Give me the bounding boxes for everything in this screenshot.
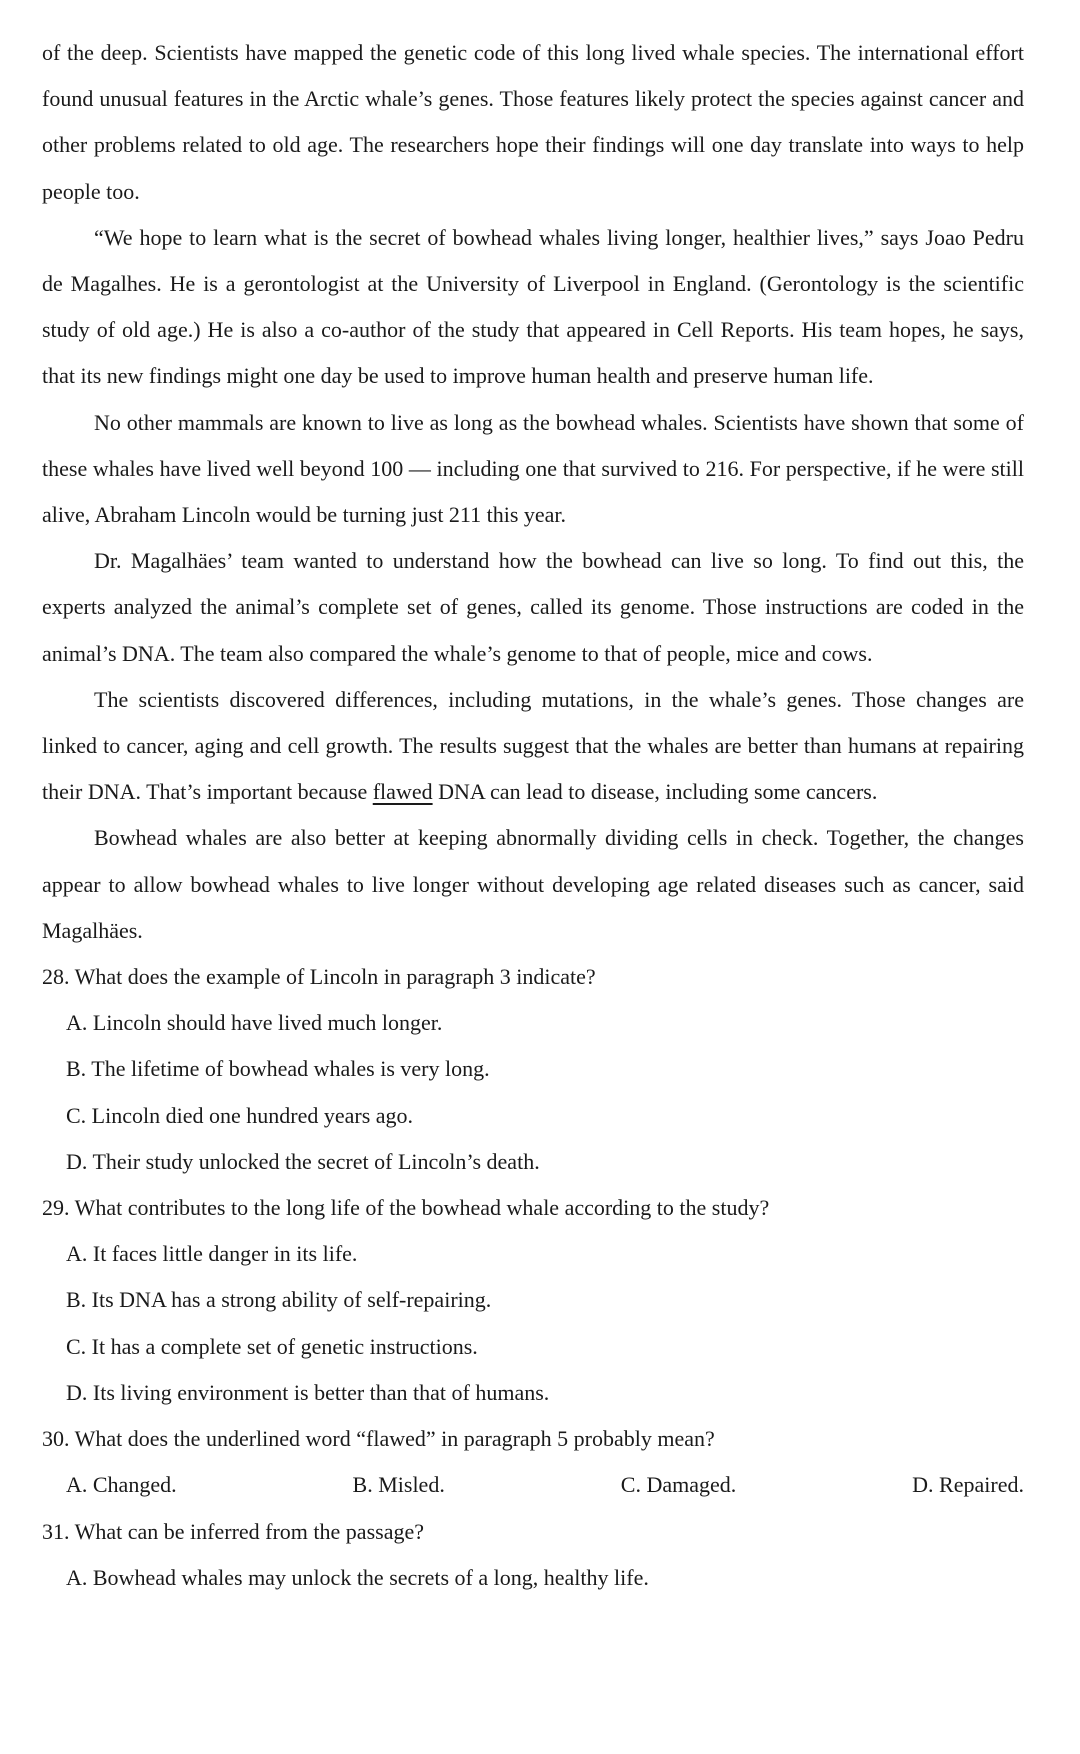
options-row [42,1462,1024,1508]
option-b: B. Its DNA has a strong ability of self-repairing. [66,1287,492,1313]
option-c: C. Lincoln died one hundred years ago. [66,1102,414,1128]
underlined-word-flawed: flawed [372,779,433,805]
passage-paragraph-5 [42,677,1024,816]
question-31 [42,1509,1024,1601]
question-stem: 28. What does the example of Lincoln in paragraph 3 indicate? [42,964,596,990]
passage-paragraph-3: No other mammals are known to live as long as the bowhead whales. Scientists have shown that some of these whales have lived well beyond 100 — including one that survived to 216. For perspective, if he were still alive, Abraham Lincoln would be turning just 211 this year. [42,409,1024,528]
option-d: D. Its living environment is better than that of humans. [66,1379,550,1405]
option-c: C. It has a complete set of genetic instructions. [66,1333,478,1359]
exam-page [42,30,1024,1601]
option-c: C. Damaged. [620,1472,737,1498]
option-d: D. Their study unlocked the secret of Lincoln’s death. [66,1148,540,1174]
option-b: B. The lifetime of bowhead whales is very long. [66,1056,490,1082]
question-30 [42,1416,1024,1508]
option-a: A. Changed. [66,1472,177,1498]
passage-paragraph-6: Bowhead whales are also better at keeping abnormally dividing cells in check. Together, the changes appear to allow bowhead whales to live longer without developing age related diseases such as cancer, said Magalhäes. [42,825,1024,943]
option-a: A. It faces little danger in its life. [66,1241,358,1267]
paragraph-5-text-before: The scientists discovered differences, including mutations, in the whale’s genes. Those changes are linked to cancer, aging and cell growth. The results suggest that the whales are better than humans at repairing their DNA. That’s important because [42,686,1024,805]
passage-paragraph-continued: of the deep. Scientists have mapped the genetic code of this long lived whale species. The international effort found unusual features in the Arctic whale’s genes. Those features likely protect the species against cancer and other problems related to old age. The researchers hope their findings will one day translate into ways to help people too. [42,40,1024,204]
option-b: B. Misled. [352,1472,445,1498]
passage-paragraph-4: Dr. Magalhäes’ team wanted to understand how the bowhead can live so long. To find out this, the experts analyzed the animal’s complete set of genes, called its genome. Those instructions are coded in the animal’s DNA. The team also compared the whale’s genome to that of people, mice and cows. [42,548,1024,666]
option-a: A. Lincoln should have lived much longer. [66,1010,443,1036]
passage-paragraph-2: “We hope to learn what is the secret of bowhead whales living longer, healthier lives,” says Joao Pedru de Magalhes. He is a gerontologist at the University of Liverpool in England. (Gerontology is the scientific study of old age.) He is also a co-author of the study that appeared in Cell Reports. His team hopes, he says, that its new findings might one day be used to improve human health and preserve human life. [42,224,1024,389]
option-d: D. Repaired. [912,1472,1024,1498]
question-stem: 31. What can be inferred from the passage? [42,1518,424,1544]
question-stem: 30. What does the underlined word “flawed” in paragraph 5 probably mean? [42,1426,715,1452]
paragraph-5-text-after: DNA can lead to disease, including some cancers. [432,779,878,805]
question-28 [42,954,1024,1185]
question-stem: 29. What contributes to the long life of the bowhead whale according to the study? [42,1195,770,1221]
option-a: A. Bowhead whales may unlock the secrets of a long, healthy life. [66,1564,649,1590]
question-29 [42,1185,1024,1416]
